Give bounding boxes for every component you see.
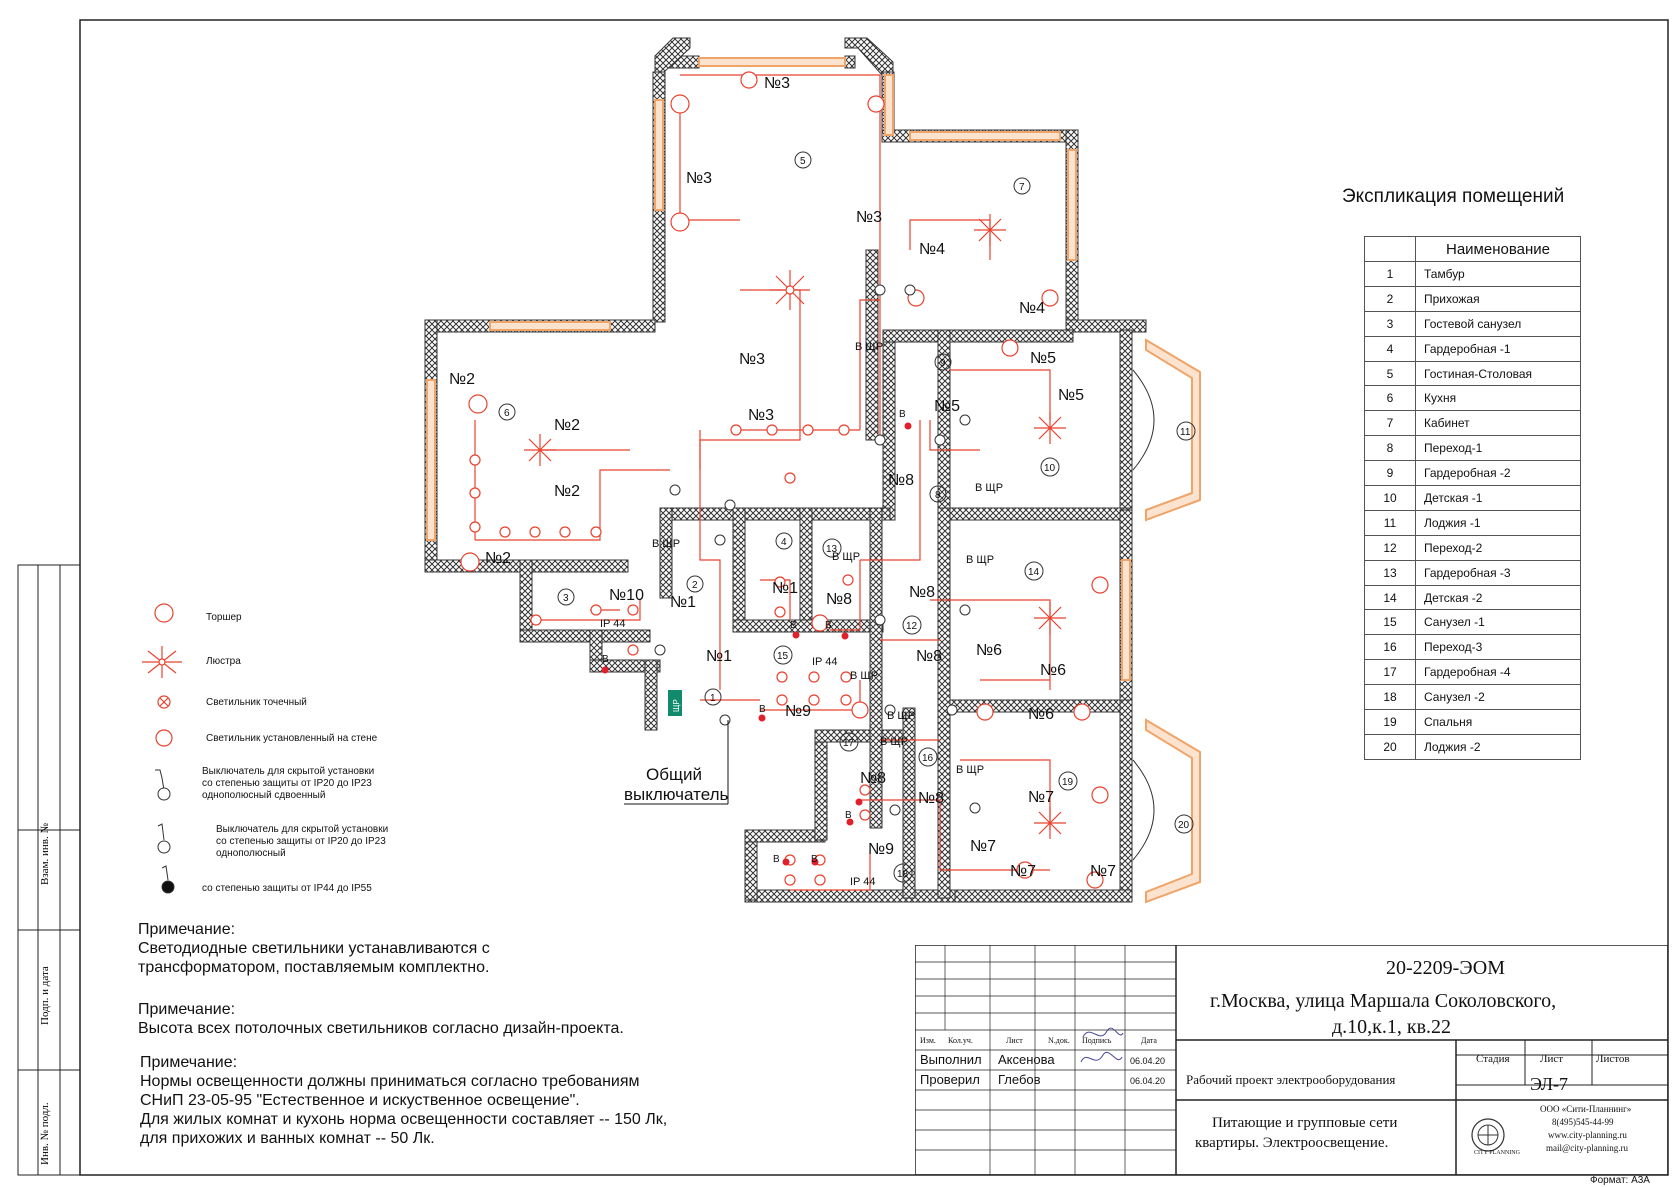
svg-text:В: В <box>825 620 832 631</box>
company-logo <box>1472 1119 1504 1151</box>
svg-text:8: 8 <box>935 490 941 501</box>
note-1-title: Примечание: <box>138 921 236 938</box>
svg-text:10: 10 <box>1044 463 1056 474</box>
svg-text:9: 9 <box>940 358 946 369</box>
group-labels <box>449 75 1116 880</box>
legend-switch2-icon <box>155 770 170 800</box>
explication-row-number: 2 <box>1365 286 1416 311</box>
explication-row-number: 6 <box>1365 386 1416 411</box>
svg-text:№2: №2 <box>554 417 581 434</box>
svg-text:IP 44: IP 44 <box>812 656 838 668</box>
explication-row <box>1365 386 1581 411</box>
note-2 <box>138 1000 624 1038</box>
explication-row-name: Кабинет <box>1416 411 1581 436</box>
legend-chandelier-icon <box>142 646 182 678</box>
explication-row-name: Лоджия -1 <box>1416 510 1581 535</box>
stamp-desc-1: Питающие и групповые сети <box>1212 1115 1398 1131</box>
svg-text:13: 13 <box>826 544 838 555</box>
svg-text:20: 20 <box>1178 820 1190 831</box>
legend-torsher-icon <box>155 604 173 622</box>
stamp-listov-header: Листов <box>1596 1053 1630 1065</box>
explication-title: Экспликация помещений <box>1342 186 1565 207</box>
svg-text:1: 1 <box>710 693 716 704</box>
legend-switch2-line-1: Выключатель для скрытой установки <box>202 766 375 777</box>
svg-text:18: 18 <box>897 869 909 880</box>
stamp-list-header: Лист <box>1540 1053 1564 1065</box>
svg-text:6: 6 <box>504 408 510 419</box>
stamp-role-1: Выполнил <box>920 1052 982 1067</box>
explication-row-number: 10 <box>1365 486 1416 511</box>
svg-text:№8: №8 <box>918 790 945 807</box>
side-podp-data: Подп. и дата <box>39 966 51 1025</box>
stamp-name-2: Глебов <box>998 1072 1041 1087</box>
svg-text:В: В <box>845 810 852 821</box>
svg-text:№7: №7 <box>1090 863 1117 880</box>
svg-text:2: 2 <box>692 580 698 591</box>
side-inv-vzam: Взам. инв. № <box>39 823 51 885</box>
explication-row-number: 7 <box>1365 411 1416 436</box>
svg-text:№7: №7 <box>1028 789 1055 806</box>
svg-text:12: 12 <box>906 621 918 632</box>
svg-text:В ЩР: В ЩР <box>966 554 995 566</box>
svg-text:№1: №1 <box>772 580 799 597</box>
explication-row-name: Переход-3 <box>1416 635 1581 660</box>
svg-text:№8: №8 <box>860 770 887 787</box>
legend-switch1-line-1: Выключатель для скрытой установки <box>216 824 389 835</box>
note-3-title: Примечание: <box>140 1054 238 1071</box>
explication-row-number: 4 <box>1365 336 1416 361</box>
stamp-phone: 8(495)545-44-99 <box>1552 1117 1614 1127</box>
svg-text:№5: №5 <box>1030 350 1057 367</box>
note-1 <box>138 920 490 977</box>
walls <box>425 38 1146 902</box>
stamp-col-ndok: N.док. <box>1048 1036 1070 1045</box>
explication-row <box>1365 585 1581 610</box>
explication-row <box>1365 461 1581 486</box>
svg-text:15: 15 <box>777 651 789 662</box>
windows <box>427 58 1200 902</box>
explication-row-number: 8 <box>1365 436 1416 461</box>
explication-row <box>1365 685 1581 710</box>
svg-text:В: В <box>773 854 780 865</box>
svg-text:11: 11 <box>1180 427 1191 438</box>
chandeliers <box>524 214 1066 839</box>
svg-text:4: 4 <box>781 537 787 548</box>
legend-chandelier-label: Люстра <box>206 656 241 667</box>
explication-row <box>1365 286 1581 311</box>
note-3-line-1: Нормы освещенности должны приниматься согласно требованиям <box>140 1073 640 1090</box>
explication-row-name: Детская -1 <box>1416 486 1581 511</box>
explication-row <box>1365 411 1581 436</box>
explication-row-name: Прихожая <box>1416 286 1581 311</box>
stamp-role-2: Проверил <box>920 1072 980 1087</box>
stamp-desc-2: квартиры. Электроосвещение. <box>1195 1135 1389 1151</box>
stamp-company: ООО «Сити-Планнинг» <box>1540 1104 1632 1114</box>
explication-table <box>1364 236 1581 760</box>
stamp-address-1: г.Москва, улица Маршала Соколовского, <box>1210 990 1557 1012</box>
svg-text:№4: №4 <box>919 241 946 258</box>
svg-text:В ЩР: В ЩР <box>956 764 985 776</box>
main-switch-label-2: выключатель <box>624 785 729 804</box>
svg-text:№3: №3 <box>764 75 791 92</box>
svg-text:В: В <box>602 654 609 665</box>
svg-text:№7: №7 <box>970 838 997 855</box>
svg-text:№7: №7 <box>1010 863 1037 880</box>
svg-text:№8: №8 <box>916 648 943 665</box>
explication-row <box>1365 436 1581 461</box>
explication-header-name: Наименование <box>1416 237 1581 262</box>
legend-switch1-line-3: однополюсный <box>216 848 286 859</box>
explication-row <box>1365 610 1581 635</box>
svg-text:№2: №2 <box>554 483 581 500</box>
svg-text:№10: №10 <box>609 587 644 604</box>
explication-row <box>1365 710 1581 735</box>
svg-text:№8: №8 <box>888 472 915 489</box>
explication-row-name: Переход-2 <box>1416 535 1581 560</box>
explication-body <box>1365 262 1581 760</box>
legend-switch2-line-2: со степенью защиты от IP20 до IP23 <box>202 778 372 789</box>
svg-text:19: 19 <box>1062 777 1074 788</box>
explication-row-number: 20 <box>1365 734 1416 759</box>
panel-label: ЩР <box>672 699 681 712</box>
legend-spot-icon <box>158 696 170 708</box>
explication-row <box>1365 734 1581 759</box>
stamp-format: Формат: А3А <box>1590 1175 1650 1186</box>
svg-text:В: В <box>790 620 797 631</box>
main-switch-label-1: Общий <box>646 765 702 784</box>
explication-row <box>1365 535 1581 560</box>
svg-text:16: 16 <box>922 753 934 764</box>
legend-switch1-line-2: со степенью защиты от IP20 до IP23 <box>216 836 386 847</box>
svg-text:№1: №1 <box>670 594 697 611</box>
explication-row-name: Санузел -2 <box>1416 685 1581 710</box>
stamp-col-list: Лист <box>1006 1036 1023 1045</box>
svg-text:№9: №9 <box>785 703 812 720</box>
svg-text:№6: №6 <box>1028 706 1055 723</box>
svg-text:№3: №3 <box>686 170 713 187</box>
svg-text:№1: №1 <box>706 648 733 665</box>
explication-header-num <box>1365 237 1416 262</box>
svg-text:В ЩР: В ЩР <box>855 341 884 353</box>
legend-switch-ip44-icon <box>162 866 174 893</box>
svg-text:№5: №5 <box>1058 387 1085 404</box>
legend-torsher-label: Торшер <box>206 612 242 623</box>
svg-text:№2: №2 <box>449 371 476 388</box>
explication-row-name: Гостиная-Столовая <box>1416 361 1581 386</box>
stamp-sheet-number: ЭЛ-7 <box>1530 1074 1568 1094</box>
svg-text:В ЩР: В ЩР <box>652 538 681 550</box>
side-inv-podl: Инв. № подл. <box>39 1102 51 1165</box>
explication-row-name: Переход-1 <box>1416 436 1581 461</box>
explication-row-name: Лоджия -2 <box>1416 734 1581 759</box>
explication-row <box>1365 336 1581 361</box>
explication-row-name: Спальня <box>1416 710 1581 735</box>
svg-text:В ЩР: В ЩР <box>850 670 879 682</box>
legend-switch1-icon <box>158 824 170 853</box>
stamp-address-2: д.10,к.1, кв.22 <box>1332 1016 1452 1038</box>
svg-text:В ЩР: В ЩР <box>887 710 916 722</box>
legend <box>142 604 182 893</box>
explication-row-number: 16 <box>1365 635 1416 660</box>
wall-lamps <box>461 72 1108 888</box>
svg-text:3: 3 <box>563 593 569 604</box>
note-2-title: Примечание: <box>138 1001 236 1018</box>
note-3-line-2: СНиП 23-05-95 "Естественное и искуственное освещение". <box>140 1092 580 1109</box>
explication-row <box>1365 262 1581 287</box>
explication-row-number: 15 <box>1365 610 1416 635</box>
svg-text:№4: №4 <box>1019 300 1046 317</box>
explication-row-name: Тамбур <box>1416 262 1581 287</box>
svg-text:№8: №8 <box>826 591 853 608</box>
legend-wall-lamp-icon <box>156 730 172 746</box>
svg-text:№6: №6 <box>1040 662 1067 679</box>
svg-text:5: 5 <box>800 156 806 167</box>
svg-text:17: 17 <box>843 738 855 749</box>
note-2-line-1: Высота всех потолочных светильников согласно дизайн-проекта. <box>138 1020 624 1037</box>
svg-text:№6: №6 <box>976 642 1003 659</box>
svg-text:№9: №9 <box>868 841 895 858</box>
explication-row-name: Гардеробная -3 <box>1416 560 1581 585</box>
svg-text:№5: №5 <box>934 398 961 415</box>
explication-row <box>1365 560 1581 585</box>
explication-row-name: Гардеробная -1 <box>1416 336 1581 361</box>
stamp-name-1: Аксенова <box>998 1052 1055 1067</box>
stamp-project: Рабочий проект электрооборудования <box>1186 1072 1396 1087</box>
svg-text:№3: №3 <box>748 407 775 424</box>
legend-spot-label: Светильник точечный <box>206 697 307 708</box>
explication-row-number: 5 <box>1365 361 1416 386</box>
svg-text:В ЩР: В ЩР <box>975 482 1004 494</box>
svg-text:14: 14 <box>1028 567 1040 578</box>
stamp-stage-header: Стадия <box>1476 1053 1510 1065</box>
svg-text:№3: №3 <box>739 351 766 368</box>
svg-text:В: В <box>899 409 906 420</box>
explication-row-name: Детская -2 <box>1416 585 1581 610</box>
stamp-date-1: 06.04.20 <box>1130 1056 1166 1066</box>
note-3 <box>140 1053 667 1148</box>
signature-2 <box>1081 1052 1122 1062</box>
explication-row <box>1365 660 1581 685</box>
svg-text:7: 7 <box>1019 182 1025 193</box>
explication-row-name: Кухня <box>1416 386 1581 411</box>
explication-row-number: 12 <box>1365 535 1416 560</box>
stamp-col-podp: Подпись <box>1082 1036 1112 1045</box>
note-1-line-2: трансформатором, поставляемым комплектно. <box>138 959 490 976</box>
svg-text:В: В <box>811 854 818 865</box>
svg-text:№2: №2 <box>485 550 512 567</box>
explication-row-number: 11 <box>1365 510 1416 535</box>
svg-text:В: В <box>759 704 766 715</box>
note-1-line-1: Светодиодные светильники устанавливаются с <box>138 940 490 957</box>
explication-row-number: 17 <box>1365 660 1416 685</box>
spot-lights <box>470 425 870 885</box>
stamp-web: www.city-planning.ru <box>1548 1130 1627 1140</box>
legend-switch2-line-3: однополюсный сдвоенный <box>202 790 326 801</box>
stamp-code: 20-2209-ЭОМ <box>1386 957 1505 979</box>
legend-wall-lamp-label: Светильник установленный на стене <box>206 733 378 744</box>
explication-row <box>1365 510 1581 535</box>
explication-header-row <box>1365 237 1581 262</box>
svg-text:В ЩР: В ЩР <box>832 551 861 563</box>
explication-row-number: 14 <box>1365 585 1416 610</box>
explication-row-name: Санузел -1 <box>1416 610 1581 635</box>
svg-text:№3: №3 <box>856 209 883 226</box>
explication-row <box>1365 635 1581 660</box>
note-3-line-3: Для жилых комнат и кухонь норма освещенности составляет -- 150 Лк, <box>140 1111 668 1128</box>
svg-text:№8: №8 <box>909 584 936 601</box>
legend-switch-ip44-label: со степенью защиты от IP44 до IP55 <box>202 883 372 894</box>
explication-row-number: 1 <box>1365 262 1416 287</box>
explication-row-number: 18 <box>1365 685 1416 710</box>
svg-text:В ЩР: В ЩР <box>880 736 909 748</box>
stamp-logo-text: CITY PLANNING <box>1474 1150 1520 1156</box>
stamp-col-koluch: Кол.уч. <box>948 1036 973 1045</box>
explication-row <box>1365 311 1581 336</box>
legend-switch1-label <box>216 824 388 860</box>
explication-row <box>1365 486 1581 511</box>
explication-row <box>1365 361 1581 386</box>
explication-row-number: 13 <box>1365 560 1416 585</box>
svg-text:IP 44: IP 44 <box>600 618 626 630</box>
stamp-col-izm: Изм. <box>920 1036 936 1045</box>
note-3-line-4: для прихожих и ванных комнат -- 50 Лк. <box>140 1130 435 1147</box>
explication-row-name: Гостевой санузел <box>1416 311 1581 336</box>
stamp-mail: mail@city-planning.ru <box>1546 1143 1629 1153</box>
explication-row-number: 19 <box>1365 710 1416 735</box>
svg-text:IP 44: IP 44 <box>850 876 876 888</box>
legend-switch2-label <box>202 766 374 802</box>
stamp-date-2: 06.04.20 <box>1130 1076 1166 1086</box>
explication-row-name: Гардеробная -2 <box>1416 461 1581 486</box>
explication-row-number: 9 <box>1365 461 1416 486</box>
explication-row-number: 3 <box>1365 311 1416 336</box>
explication-row-name: Гардеробная -4 <box>1416 660 1581 685</box>
stamp-col-data: Дата <box>1141 1036 1157 1045</box>
